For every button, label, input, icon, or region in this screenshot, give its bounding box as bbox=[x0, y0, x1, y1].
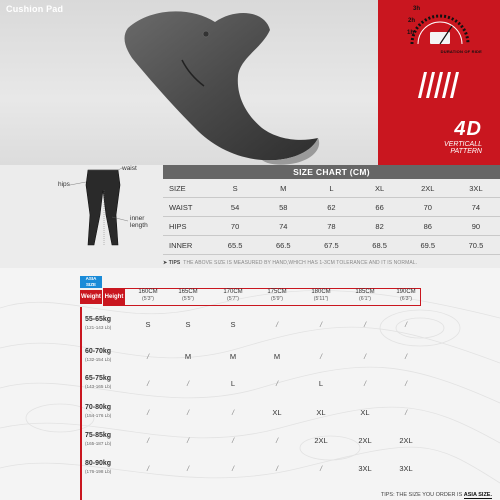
header-cell: SIZE bbox=[169, 183, 186, 193]
fit-cell-empty: / bbox=[275, 320, 279, 329]
height-ft: (5'11") bbox=[313, 296, 329, 302]
waist-label: waist bbox=[122, 165, 137, 172]
height-ft: (5'5") bbox=[181, 296, 195, 302]
fit-cell-empty: / bbox=[275, 379, 279, 388]
height-ft: (5'3") bbox=[141, 296, 155, 302]
asia-badge-line-2: SIZE bbox=[85, 282, 96, 287]
asia-size-tip bbox=[381, 492, 492, 498]
size-chart-title: SIZE CHART (CM) bbox=[163, 165, 500, 179]
header-cell: S bbox=[232, 183, 238, 193]
fit-cell-empty: / bbox=[146, 436, 150, 445]
size-row-waist bbox=[163, 198, 500, 217]
gauge-mark: 1h bbox=[407, 30, 415, 36]
height-ft: (6'1") bbox=[358, 296, 372, 302]
fit-cell-empty: / bbox=[363, 352, 367, 361]
height-column-header bbox=[213, 289, 253, 303]
table-cell: 62 bbox=[327, 202, 336, 212]
gauge-label: DURATION OF RIDE bbox=[440, 49, 482, 54]
table-cell: 69.5 bbox=[420, 240, 436, 250]
measurement-tips bbox=[163, 260, 417, 266]
fit-cell-empty: / bbox=[404, 352, 408, 361]
weight-lb: (121-143 Lb) bbox=[85, 325, 112, 330]
height-cm: 175CM bbox=[267, 289, 287, 295]
height-cm: 165CM bbox=[178, 289, 198, 295]
height-column-header bbox=[386, 289, 426, 303]
bottom-tip-text: TIPS: THE SIZE YOU ORDER IS bbox=[380, 492, 463, 498]
table-cell: 82 bbox=[375, 221, 384, 231]
fit-cell-empty: / bbox=[275, 436, 279, 445]
fit-cell-empty: / bbox=[319, 352, 323, 361]
table-cell: 74 bbox=[279, 221, 288, 231]
table-cell: 70 bbox=[423, 202, 432, 212]
tips-label: TIPS bbox=[168, 260, 181, 266]
4d-badge: 4D bbox=[454, 118, 482, 140]
table-cell: 86 bbox=[423, 221, 432, 231]
gauge-mark: 2h bbox=[408, 18, 416, 24]
fit-cell-empty: / bbox=[231, 436, 235, 445]
table-cell: 65.5 bbox=[227, 240, 243, 250]
fit-cell-empty: / bbox=[319, 464, 323, 473]
fit-cell-size: M bbox=[229, 352, 237, 361]
table-cell: 78 bbox=[327, 221, 336, 231]
height-column-header bbox=[128, 289, 168, 303]
size-chart-table bbox=[163, 165, 500, 255]
height-column-header bbox=[301, 289, 341, 303]
fit-cell-size: M bbox=[273, 352, 281, 361]
leg-measurement-diagram bbox=[0, 165, 160, 268]
height-ft: (6'3") bbox=[399, 296, 413, 302]
fit-cell-empty: / bbox=[404, 320, 408, 329]
fit-cell-empty: / bbox=[186, 464, 190, 473]
fit-cell-empty: / bbox=[146, 464, 150, 473]
tips-icon: ➤ bbox=[163, 260, 168, 266]
fit-cell-size: 2XL bbox=[358, 436, 372, 445]
fit-cell-empty: / bbox=[363, 379, 367, 388]
fit-cell-empty: / bbox=[186, 408, 190, 417]
height-cm: 160CM bbox=[138, 289, 158, 295]
table-cell: 67.5 bbox=[324, 240, 339, 250]
fit-cell-size: XL bbox=[360, 408, 370, 417]
height-column-header bbox=[257, 289, 297, 303]
fit-cell-size: 3XL bbox=[399, 464, 413, 473]
fit-cell-size: S bbox=[185, 320, 191, 329]
height-header: Height bbox=[103, 288, 125, 306]
weight-kg: 70-80kg bbox=[85, 404, 112, 411]
header-cell: 2XL bbox=[421, 183, 435, 193]
product-title: Cushion Pad bbox=[6, 4, 64, 14]
fit-cell-size: 2XL bbox=[399, 436, 413, 445]
fit-cell-empty: / bbox=[275, 464, 279, 473]
weight-lb: (165-187 Lb) bbox=[85, 441, 112, 446]
table-cell: 70.5 bbox=[468, 240, 484, 250]
table-cell: 68.5 bbox=[372, 240, 387, 250]
table-cell: 70 bbox=[230, 221, 240, 231]
header-cell: 3XL bbox=[469, 183, 483, 193]
hips-label: hips bbox=[58, 181, 70, 188]
size-row-hips bbox=[163, 217, 500, 236]
weight-kg: 55-65kg bbox=[85, 316, 112, 323]
fit-cell-size: XL bbox=[272, 408, 282, 417]
ride-duration-gauge bbox=[405, 2, 475, 50]
tips-text: THE ABOVE SIZE IS MEASURED BY HAND,WHICH HAS 1-3CM TOLERANCE AND IT IS NORMAL. bbox=[183, 260, 418, 266]
table-cell: 66.5 bbox=[275, 240, 291, 250]
height-cm: 185CM bbox=[355, 289, 375, 295]
header-cell: M bbox=[280, 183, 287, 193]
header-cell: L bbox=[329, 183, 334, 193]
gauge-mark: 3h bbox=[413, 6, 421, 12]
asia-size-badge bbox=[80, 276, 102, 288]
table-cell: 74 bbox=[471, 202, 481, 212]
table-cell: 66 bbox=[375, 202, 384, 212]
fit-cell-size: L bbox=[230, 379, 236, 388]
weight-lb: (154-176 Lb) bbox=[85, 413, 112, 418]
height-column-header bbox=[345, 289, 385, 303]
inner-label: inner bbox=[130, 215, 145, 222]
fit-cell-empty: / bbox=[146, 352, 150, 361]
weight-lb: (143-165 Lb) bbox=[85, 384, 112, 389]
fit-cell-empty: / bbox=[231, 408, 235, 417]
fit-cell-size: XL bbox=[316, 408, 326, 417]
feature-panel bbox=[378, 0, 500, 165]
fit-cell-size: L bbox=[318, 379, 324, 388]
size-row-inner bbox=[163, 236, 500, 255]
table-cell: 58 bbox=[279, 202, 288, 212]
height-ft: (5'9") bbox=[270, 296, 284, 302]
fit-cell-empty: / bbox=[186, 379, 190, 388]
weight-kg: 75-85kg bbox=[85, 432, 112, 439]
fit-cell-empty: / bbox=[146, 408, 150, 417]
fit-cell-empty: / bbox=[146, 379, 150, 388]
size-header-row bbox=[163, 179, 500, 198]
row-label: INNER bbox=[169, 240, 193, 250]
weight-column-bar bbox=[80, 307, 82, 500]
weight-lb: (132-154 Lb) bbox=[85, 357, 112, 362]
fit-grid-section bbox=[0, 268, 500, 500]
fit-cell-empty: / bbox=[186, 436, 190, 445]
fit-cell-empty: / bbox=[404, 379, 408, 388]
4d-badge-subtitle bbox=[444, 141, 482, 155]
fit-cell-empty: / bbox=[231, 464, 235, 473]
fit-cell-size: M bbox=[184, 352, 192, 361]
weight-header: Weight bbox=[80, 290, 102, 304]
height-cm: 190CM bbox=[396, 289, 416, 295]
fit-cell-size: S bbox=[145, 320, 151, 329]
weight-kg: 60-70kg bbox=[85, 348, 112, 355]
table-cell: 54 bbox=[230, 202, 240, 212]
size-chart-section bbox=[0, 165, 500, 268]
table-cell: 90 bbox=[471, 221, 481, 231]
weight-kg: 80-90kg bbox=[85, 460, 112, 467]
fit-cell-empty: / bbox=[404, 408, 408, 417]
header-cell: XL bbox=[375, 183, 385, 193]
fit-cell-empty: / bbox=[319, 320, 323, 329]
fit-cell-size: 2XL bbox=[314, 436, 328, 445]
weight-lb: (176-198 Lb) bbox=[85, 469, 112, 474]
row-label: HIPS bbox=[169, 221, 187, 231]
height-cm: 170CM bbox=[223, 289, 243, 295]
height-ft: (5'7") bbox=[226, 296, 240, 302]
cushion-pad-image bbox=[0, 0, 380, 165]
4d-sub-line-2: PATTERN bbox=[450, 148, 482, 155]
product-banner bbox=[0, 0, 500, 165]
fit-cell-size: S bbox=[230, 320, 236, 329]
weight-kg: 65-75kg bbox=[85, 375, 112, 382]
asia-badge-line-1: ASIA bbox=[85, 276, 97, 281]
fit-cell-empty: / bbox=[363, 320, 367, 329]
height-cm: 180CM bbox=[311, 289, 331, 295]
fit-cell-size: 3XL bbox=[358, 464, 372, 473]
row-label: WAIST bbox=[169, 202, 193, 212]
bottom-tip-highlight: ASIA SIZE. bbox=[463, 492, 492, 498]
height-column-header bbox=[168, 289, 208, 303]
4d-sub-line-1: VERTICALL bbox=[444, 141, 482, 148]
length-label: length bbox=[130, 222, 148, 229]
